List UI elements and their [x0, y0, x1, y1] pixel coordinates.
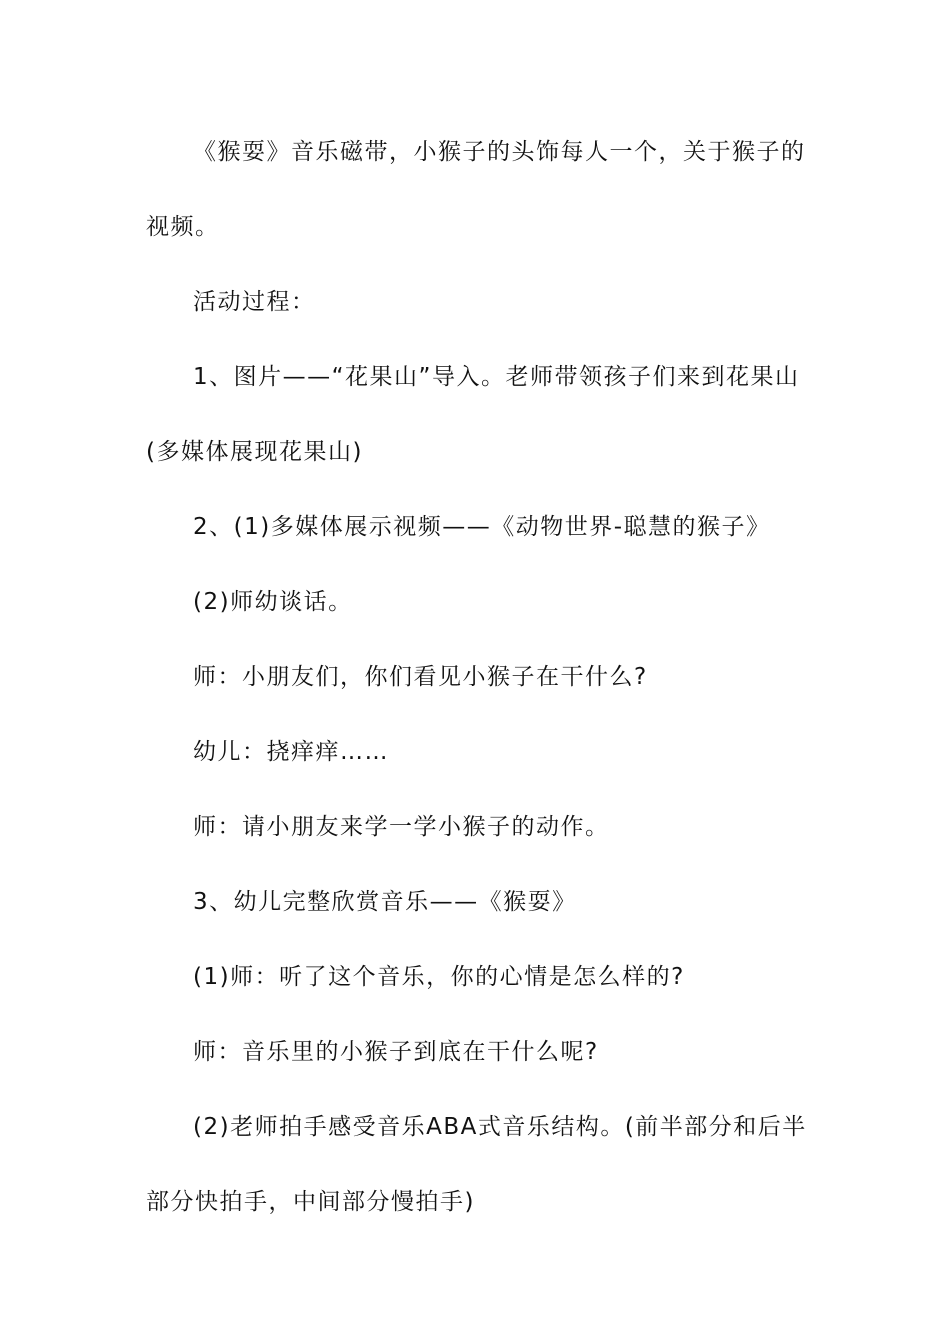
step-3-sub-2-line-2: 部分快拍手，中间部分慢拍手) [146, 1189, 475, 1215]
section-heading-activity-process: 活动过程： [193, 289, 316, 315]
teacher-instruction-1: 师：请小朋友来学一学小猴子的动作。 [193, 814, 610, 840]
child-answer-1: 幼儿：挠痒痒…… [193, 739, 389, 765]
step-1-line-1: 1、图片——“花果山”导入。老师带领孩子们来到花果山 [193, 364, 800, 390]
step-3-sub-2-line-1: (2)老师拍手感受音乐ABA式音乐结构。(前半部分和后半 [193, 1114, 807, 1140]
materials-line-2: 视频。 [146, 214, 220, 240]
teacher-question-1: 师：小朋友们，你们看见小猴子在干什么? [193, 664, 648, 690]
step-3-sub-1: (1)师：听了这个音乐，你的心情是怎么样的? [193, 964, 685, 990]
step-2-sub-2: (2)师幼谈话。 [193, 589, 353, 615]
step-1-line-2: (多媒体展现花果山) [146, 439, 363, 465]
step-3-heading: 3、幼儿完整欣赏音乐——《猴耍》 [193, 889, 577, 915]
teacher-question-2: 师：音乐里的小猴子到底在干什么呢? [193, 1039, 599, 1065]
step-2-sub-1: 2、(1)多媒体展示视频——《动物世界-聪慧的猴子》 [193, 514, 771, 540]
materials-line-1: 《猴耍》音乐磁带，小猴子的头饰每人一个，关于猴子的 [193, 139, 806, 165]
